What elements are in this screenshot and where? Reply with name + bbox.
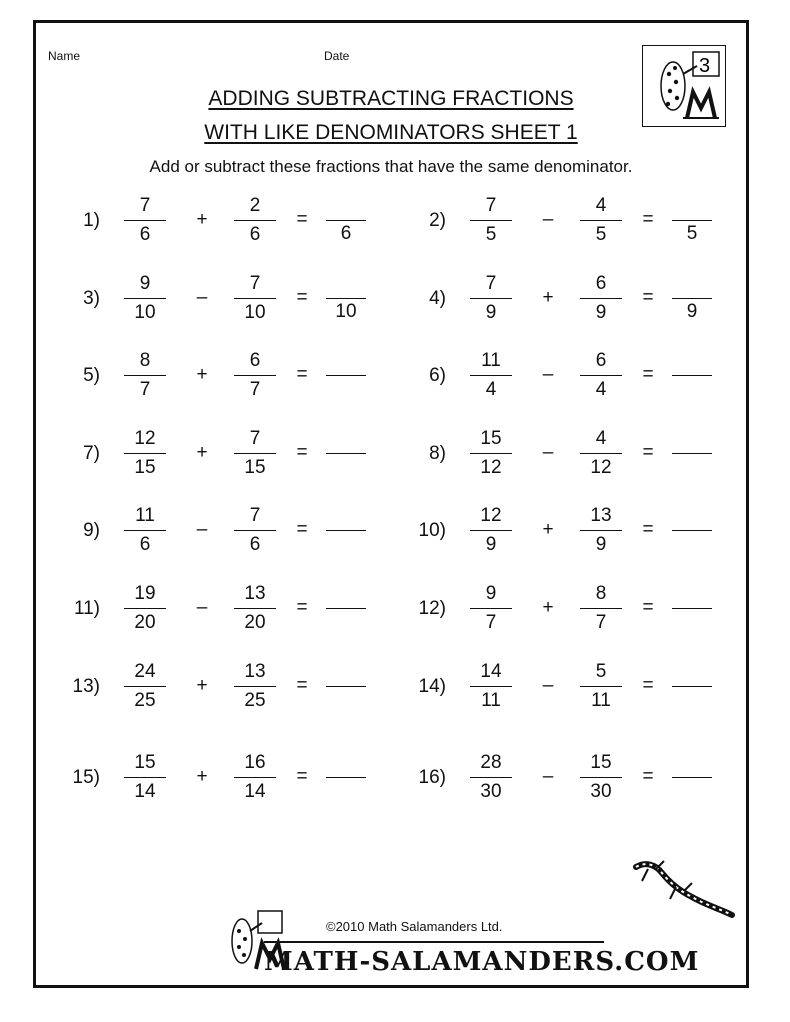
numerator: 15 <box>134 752 156 773</box>
answer-blank[interactable] <box>326 426 366 480</box>
equals-sign: = <box>642 442 654 463</box>
answer-denominator <box>326 609 366 635</box>
denominator: 7 <box>595 612 607 634</box>
problem-item <box>36 659 382 719</box>
operator: – <box>542 675 554 696</box>
answer-denominator <box>326 454 366 480</box>
date-label: Date <box>324 49 350 63</box>
problem-number: 9) <box>83 520 100 541</box>
fraction-bar <box>124 298 166 299</box>
problem-number: 2) <box>429 210 446 231</box>
operator: – <box>542 442 554 463</box>
fraction-bar <box>580 375 622 376</box>
operator: – <box>542 209 554 230</box>
problem-item <box>382 659 728 719</box>
fraction-b <box>234 271 276 326</box>
answer-blank[interactable] <box>326 348 366 402</box>
answer-denominator <box>672 609 712 635</box>
fraction-bar <box>580 777 622 778</box>
problem-number: 1) <box>83 210 100 231</box>
equals-sign: = <box>642 287 654 308</box>
equals-sign: = <box>296 766 308 787</box>
fraction-bar <box>234 777 276 778</box>
answer-blank[interactable] <box>326 193 366 247</box>
problem-item <box>36 503 382 563</box>
numerator: 7 <box>485 195 497 216</box>
fraction-a <box>470 750 512 805</box>
fraction-b <box>580 659 622 714</box>
numerator: 9 <box>139 273 151 294</box>
numerator: 19 <box>134 583 156 604</box>
problem-number: 11) <box>73 598 100 619</box>
problem-number: 6) <box>429 365 446 386</box>
problem-number: 10) <box>418 520 446 541</box>
denominator: 10 <box>244 302 266 324</box>
answer-blank[interactable] <box>326 503 366 557</box>
title-line-1: ADDING SUBTRACTING FRACTIONS <box>208 87 574 110</box>
problem-item <box>382 750 728 810</box>
equals-sign: = <box>296 442 308 463</box>
numerator: 13 <box>244 583 266 604</box>
fraction-a <box>124 503 166 558</box>
numerator: 24 <box>134 661 156 682</box>
answer-denominator <box>672 778 712 804</box>
denominator: 7 <box>485 612 497 634</box>
fraction-a <box>470 581 512 636</box>
problem-item <box>382 503 728 563</box>
equals-sign: = <box>642 364 654 385</box>
fraction-a <box>124 659 166 714</box>
answer-denominator <box>672 687 712 713</box>
equals-sign: = <box>296 364 308 385</box>
answer-denominator: 6 <box>340 223 352 245</box>
answer-blank[interactable] <box>326 750 366 804</box>
fraction-bar <box>234 453 276 454</box>
denominator: 20 <box>134 612 156 634</box>
fraction-b <box>234 193 276 248</box>
footer-divider <box>264 941 604 943</box>
title-line-2: WITH LIKE DENOMINATORS SHEET 1 <box>204 121 578 144</box>
denominator: 30 <box>480 781 502 803</box>
numerator: 6 <box>595 350 607 371</box>
fraction-a <box>470 426 512 481</box>
problem-item <box>36 750 382 810</box>
answer-blank[interactable] <box>326 659 366 713</box>
problem-number: 4) <box>429 288 446 309</box>
denominator: 7 <box>249 379 261 401</box>
fraction-a <box>470 348 512 403</box>
fraction-a <box>124 271 166 326</box>
numerator: 5 <box>595 661 607 682</box>
denominator: 7 <box>139 379 151 401</box>
answer-blank[interactable] <box>672 581 712 635</box>
numerator: 11 <box>135 505 155 526</box>
denominator: 6 <box>139 534 151 556</box>
problem-item <box>36 193 382 253</box>
fraction-bar <box>124 686 166 687</box>
fraction-bar <box>234 375 276 376</box>
fraction-bar <box>124 453 166 454</box>
fraction-b <box>234 659 276 714</box>
numerator: 4 <box>595 428 607 449</box>
numerator: 12 <box>480 505 502 526</box>
fraction-bar <box>580 686 622 687</box>
answer-blank[interactable] <box>672 659 712 713</box>
fraction-b <box>234 581 276 636</box>
numerator: 12 <box>134 428 156 449</box>
fraction-a <box>470 659 512 714</box>
answer-blank[interactable] <box>672 348 712 402</box>
equals-sign: = <box>296 675 308 696</box>
denominator: 5 <box>485 224 497 246</box>
fraction-bar <box>234 220 276 221</box>
fraction-a <box>124 581 166 636</box>
problem-item <box>36 271 382 331</box>
salamander-logo-icon <box>642 45 726 127</box>
numerator: 15 <box>480 428 502 449</box>
fraction-bar <box>234 298 276 299</box>
fraction-b <box>234 503 276 558</box>
equals-sign: = <box>642 675 654 696</box>
problem-item <box>382 581 728 641</box>
denominator: 12 <box>480 457 502 479</box>
fraction-bar <box>470 298 512 299</box>
fraction-bar <box>580 220 622 221</box>
problem-number: 7) <box>83 443 100 464</box>
denominator: 9 <box>485 302 497 324</box>
denominator: 20 <box>244 612 266 634</box>
numerator: 7 <box>139 195 151 216</box>
operator: + <box>542 519 554 540</box>
numerator: 2 <box>249 195 261 216</box>
problem-number: 8) <box>429 443 446 464</box>
fraction-bar <box>234 686 276 687</box>
equals-sign: = <box>642 209 654 230</box>
denominator: 5 <box>595 224 607 246</box>
numerator: 7 <box>485 273 497 294</box>
equals-sign: = <box>296 597 308 618</box>
problem-number: 12) <box>418 598 446 619</box>
fraction-b <box>580 426 622 481</box>
problem-item <box>382 426 728 486</box>
fraction-a <box>124 348 166 403</box>
operator: + <box>196 364 208 385</box>
answer-denominator: 5 <box>686 223 698 245</box>
operator: – <box>196 287 208 308</box>
fraction-bar <box>470 375 512 376</box>
fraction-a <box>124 193 166 248</box>
answer-denominator: 10 <box>335 301 357 323</box>
fraction-bar <box>124 777 166 778</box>
problem-item <box>382 348 728 408</box>
numerator: 8 <box>139 350 151 371</box>
fraction-bar <box>124 220 166 221</box>
fraction-b <box>234 348 276 403</box>
numerator: 7 <box>249 273 261 294</box>
answer-blank[interactable] <box>672 271 712 325</box>
answer-denominator: 9 <box>686 301 698 323</box>
numerator: 8 <box>595 583 607 604</box>
name-label: Name <box>48 49 81 63</box>
fraction-a <box>124 750 166 805</box>
answer-denominator <box>326 778 366 804</box>
answer-denominator <box>326 687 366 713</box>
numerator: 14 <box>480 661 502 682</box>
numerator: 6 <box>595 273 607 294</box>
answer-denominator <box>326 531 366 557</box>
denominator: 6 <box>139 224 151 246</box>
fraction-bar <box>234 608 276 609</box>
numerator: 6 <box>249 350 261 371</box>
problem-item <box>36 426 382 486</box>
numerator: 13 <box>244 661 266 682</box>
fraction-bar <box>470 220 512 221</box>
fraction-a <box>470 503 512 558</box>
answer-denominator <box>672 531 712 557</box>
fraction-b <box>580 193 622 248</box>
fraction-bar <box>580 608 622 609</box>
operator: – <box>542 364 554 385</box>
problem-number: 15) <box>72 767 100 788</box>
denominator: 9 <box>595 302 607 324</box>
fraction-b <box>234 426 276 481</box>
problem-item <box>36 581 382 641</box>
equals-sign: = <box>642 597 654 618</box>
numerator: 7 <box>249 428 261 449</box>
problem-number: 5) <box>83 365 100 386</box>
equals-sign: = <box>296 287 308 308</box>
denominator: 9 <box>485 534 497 556</box>
brand-text: MATH-SALAMANDERS.COM <box>264 947 700 977</box>
operator: – <box>196 519 208 540</box>
fraction-b <box>234 750 276 805</box>
fraction-a <box>470 271 512 326</box>
denominator: 9 <box>595 534 607 556</box>
answer-blank[interactable] <box>672 193 712 247</box>
operator: + <box>196 675 208 696</box>
operator: + <box>542 287 554 308</box>
numerator: 9 <box>485 583 497 604</box>
fraction-b <box>580 348 622 403</box>
operator: + <box>542 597 554 618</box>
operator: + <box>196 766 208 787</box>
numerator: 16 <box>244 752 266 773</box>
denominator: 25 <box>134 690 156 712</box>
worksheet <box>33 20 749 988</box>
denominator: 12 <box>590 457 612 479</box>
answer-denominator <box>672 454 712 480</box>
operator: + <box>196 209 208 230</box>
problem-item <box>382 193 728 253</box>
numerator: 13 <box>590 505 612 526</box>
numerator: 15 <box>590 752 612 773</box>
logo-badge: 3 <box>699 55 711 77</box>
denominator: 15 <box>134 457 156 479</box>
fraction-b <box>580 271 622 326</box>
problem-item <box>36 348 382 408</box>
answer-denominator <box>326 376 366 402</box>
denominator: 6 <box>249 224 261 246</box>
fraction-a <box>470 193 512 248</box>
numerator: 11 <box>481 350 501 371</box>
fraction-bar <box>580 453 622 454</box>
fraction-bar <box>124 530 166 531</box>
operator: – <box>542 766 554 787</box>
denominator: 11 <box>591 690 611 712</box>
answer-blank[interactable] <box>672 503 712 557</box>
fraction-bar <box>470 777 512 778</box>
operator: – <box>196 597 208 618</box>
fraction-bar <box>470 530 512 531</box>
problem-number: 16) <box>418 767 446 788</box>
copyright-text: ©2010 Math Salamanders Ltd. <box>326 919 503 934</box>
denominator: 30 <box>590 781 612 803</box>
numerator: 28 <box>480 752 502 773</box>
fraction-bar <box>234 530 276 531</box>
denominator: 11 <box>481 690 501 712</box>
denominator: 14 <box>244 781 266 803</box>
answer-blank[interactable] <box>326 271 366 325</box>
answer-blank[interactable] <box>672 426 712 480</box>
numerator: 7 <box>249 505 261 526</box>
problem-number: 3) <box>83 288 100 309</box>
fraction-b <box>580 581 622 636</box>
answer-denominator <box>672 376 712 402</box>
operator: + <box>196 442 208 463</box>
denominator: 10 <box>134 302 156 324</box>
equals-sign: = <box>642 519 654 540</box>
equals-sign: = <box>296 519 308 540</box>
denominator: 15 <box>244 457 266 479</box>
fraction-bar <box>580 530 622 531</box>
denominator: 4 <box>595 379 607 401</box>
fraction-b <box>580 750 622 805</box>
problem-number: 14) <box>418 676 446 697</box>
fraction-bar <box>124 608 166 609</box>
equals-sign: = <box>296 209 308 230</box>
fraction-bar <box>124 375 166 376</box>
problem-item <box>382 271 728 331</box>
denominator: 4 <box>485 379 497 401</box>
salamander-decoration-icon <box>626 857 736 927</box>
fraction-bar <box>470 686 512 687</box>
answer-blank[interactable] <box>326 581 366 635</box>
answer-blank[interactable] <box>672 750 712 804</box>
fraction-a <box>124 426 166 481</box>
denominator: 25 <box>244 690 266 712</box>
equals-sign: = <box>642 766 654 787</box>
problem-number: 13) <box>72 676 100 697</box>
numerator: 4 <box>595 195 607 216</box>
fraction-bar <box>580 298 622 299</box>
fraction-bar <box>470 608 512 609</box>
instructions: Add or subtract these fractions that have the same denominator. <box>149 157 633 176</box>
fraction-b <box>580 503 622 558</box>
denominator: 6 <box>249 534 261 556</box>
denominator: 14 <box>134 781 156 803</box>
fraction-bar <box>470 453 512 454</box>
